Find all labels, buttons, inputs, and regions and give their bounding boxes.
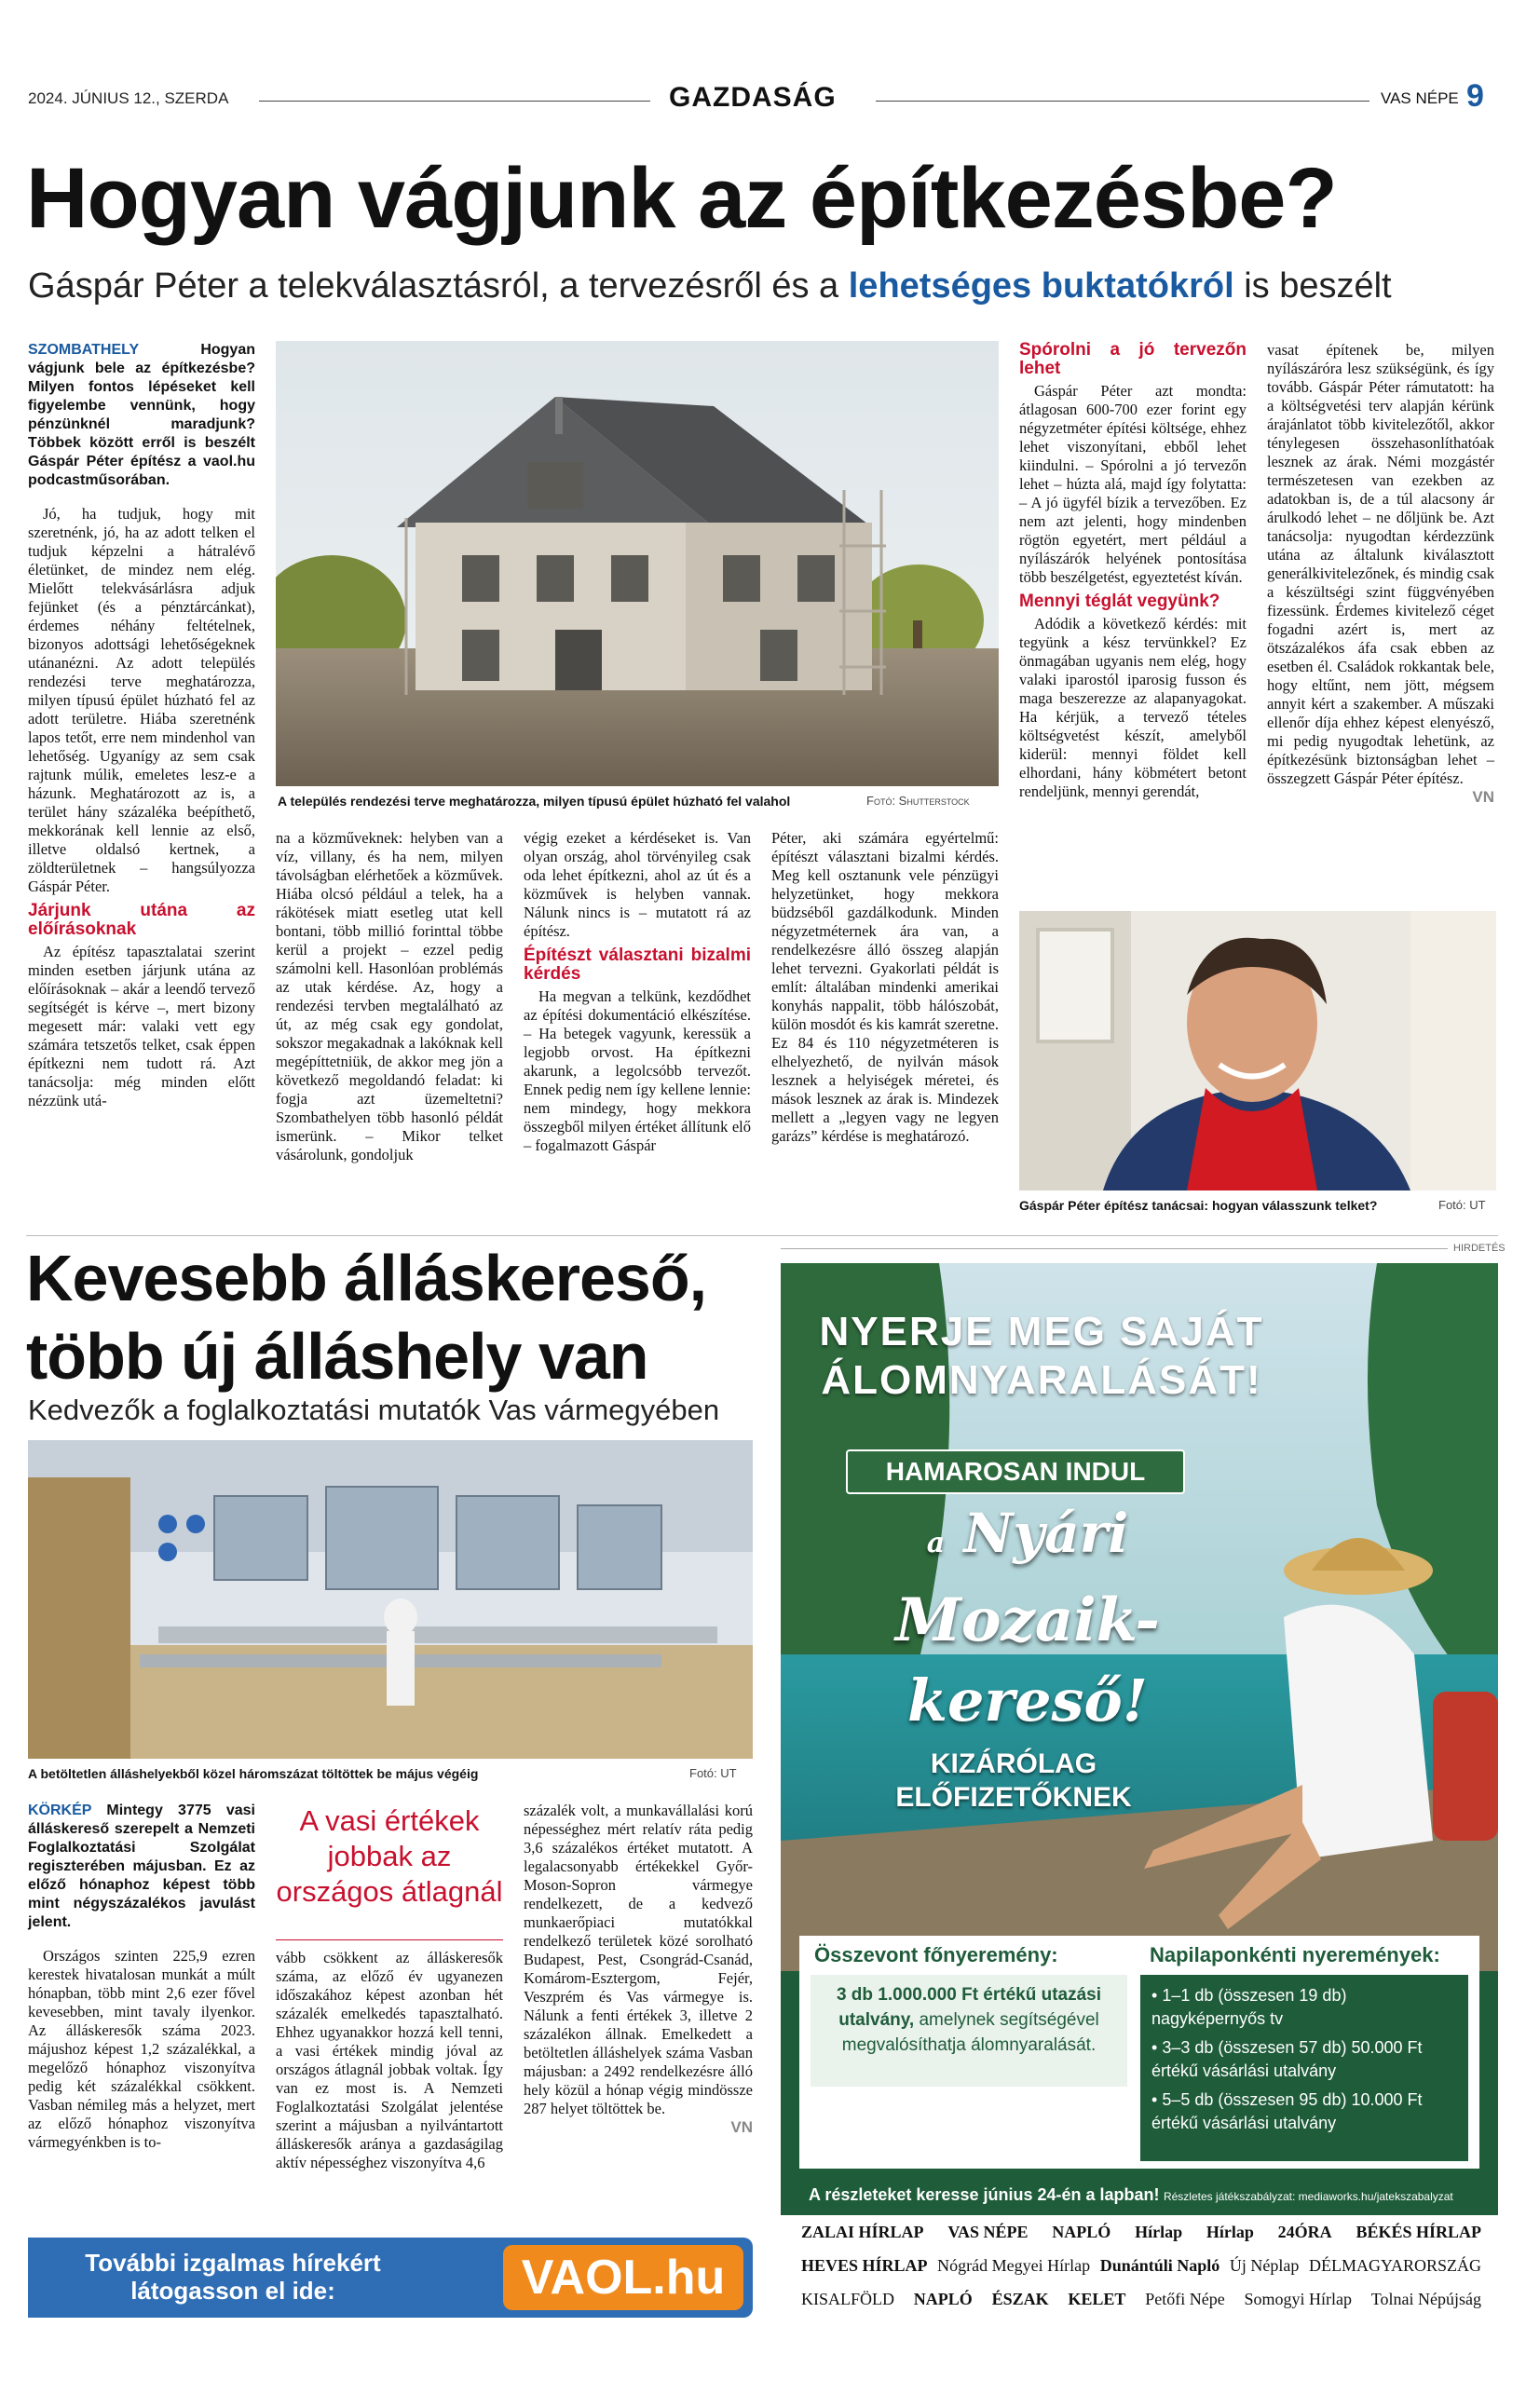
factory-photo-caption: A betöltetlen álláshelyekből közel háromszázat töltöttek be május végéig bbox=[28, 1766, 479, 1781]
article2-lead-text: Mintegy 3775 vasi álláskereső szerepelt a Nemzeti Foglalkoztatási Szolgálat regiszterében májusban. Ez az előző hónaphoz képest több mint négyszázalékos javulást jelent. bbox=[28, 1803, 255, 1930]
ad-footer-small: Részletes játékszabályzat: mediaworks.hu/jatekszabalyzat bbox=[1163, 2190, 1453, 2203]
article2-col1 bbox=[28, 1802, 255, 2152]
article1-col2 bbox=[276, 829, 503, 1164]
article1-col3-body: végig ezeket a kérdéseket is. Van olyan ország, ahol törvényileg csak oda lehet építkezni, ahol az út és a közművek is helyben vannak. Nálunk nincs is – mutatott rá az építész. bbox=[524, 829, 751, 940]
article1-signature: VN bbox=[1472, 788, 1494, 806]
article1-col4-lower bbox=[771, 829, 999, 1146]
paper-logo: Dunántúli Napló bbox=[1099, 2256, 1220, 2275]
factory-illustration bbox=[28, 1440, 753, 1759]
article2-col1-body: Országos szinten 225,9 ezren kerestek hivatalosan munkát a múlt hónapban, több mint 2,6 ezer fővel kevesebben, mint tavaly ilyenkor. Az álláskeresők száma 2023. májushoz képest 1,2 százalékkal, a megelőző hónaphoz viszonyítva pedig két százalékkal csökkent. Vasban némileg más a helyzet, mert az előző hónaphoz viszonyítva vármegyénkben is to- bbox=[28, 1947, 255, 2151]
factory-photo bbox=[28, 1440, 753, 1759]
portrait-illustration bbox=[1019, 911, 1496, 1190]
article2-title-line1: Kevesebb álláskereső, bbox=[26, 1242, 707, 1314]
article2-col2-body: vább csökkent az álláskeresők száma, az előző év ugyanezen időszakához képest azonban hét százalék emelkedés tapasztalható. Ehhez ugyanakkor hozzá kell tenni, a vasi értékek mindig jóval az országos átlagnál jobbak voltak. Így van ez most is. A Nemzeti Foglalkoztatási Szolgálat jelentése szerint a májusban a nyilvántartott álláskeresők aránya a gazdaságilag aktív népességhez viszonyítva 4,6 bbox=[276, 1949, 503, 2171]
ad-script-1: Nyári bbox=[963, 1502, 1129, 1565]
portrait-photo bbox=[1019, 911, 1496, 1190]
article1-col4-body: Péter, aki számára egyértelmű: építészt választani bizalmi kérdés. Meg kell osztanunk vele pénzügyi helyzetünket, hogy mekkora büdzséből gazdálkodunk. Minden négyzetméternek ára van, a rendelkezésre álló összeg alapján lehet tervezni. Gyakorlati példát is említ: általában mindenki amerikai konyhás nappalit, több hálószobát, külön mosdót és kis kamrát szeretne. Ez 84 és 110 négyzetméteren is elhelyezhető, de nyilván mások lesznek a helyiségek méretei, és mások lesznek az árak is. Mindezek mellett a „legyen vagy ne legyen garázs” kérdése is meghatározó. bbox=[771, 829, 999, 1145]
article2-dateline: KÖRKÉP bbox=[28, 1803, 92, 1818]
paper-logo: ÉSZAK bbox=[991, 2290, 1049, 2308]
daily-prize-item: • 1–1 db (összesen 19 db) nagyképernyős tv bbox=[1151, 1986, 1347, 2028]
paper-logo: Hírlap bbox=[1135, 2223, 1183, 2241]
house-illustration bbox=[276, 341, 999, 786]
article1-subhead3: Spórolni a jó tervezőn lehet bbox=[1019, 340, 1247, 378]
vaol-logo[interactable]: VAOL.hu bbox=[503, 2245, 743, 2310]
daily-prize-text-3: 5–5 db (összesen 95 db) 10.000 Ft értékű vásárlási utalvány bbox=[1151, 2090, 1423, 2132]
ad-prize-panel bbox=[799, 1936, 1479, 2169]
article2-title-line2: több új álláshely van bbox=[26, 1320, 648, 1393]
subtitle-highlight: lehetséges buktatókról bbox=[848, 266, 1234, 306]
article2-signature: VN bbox=[730, 2118, 753, 2136]
article1-col3-body2: Ha megvan a telkünk, kezdődhet az építési dokumentáció elkészítése. – Ha betegek vagyunk, keressük a legjobb orvost. Ha építkezni akarunk, a legolcsóbb tervezőt. Ennek pedig nem így kellene lennie: nem mindegy, hogy mekkora összegből milyen értéket állítunk elő – fogalmazott Gáspár bbox=[524, 987, 751, 1154]
article1-lead-text: Hogyan vágjunk bele az építkezésbe? Milyen fontos lépéseket kell figyelembe vennünk, hogy pénzünknél maradjunk? Többek között erről is beszélt Gáspár Péter építész a vaol.hu podcastműsorában. bbox=[28, 342, 255, 488]
daily-prize-item: • 5–5 db (összesen 95 db) 10.000 Ft értékű vásárlási utalvány bbox=[1151, 2090, 1423, 2132]
article2-col2 bbox=[276, 1949, 503, 2172]
paper-logos-row1 bbox=[801, 2223, 1481, 2242]
paper-logo: NAPLÓ bbox=[913, 2290, 973, 2308]
paper-logo: VAS NÉPE bbox=[947, 2223, 1029, 2241]
ad-script-2: Mozaik- bbox=[895, 1585, 1160, 1655]
ad-rule bbox=[781, 1248, 1448, 1249]
subtitle-part1: Gáspár Péter a telekválasztásról, a tervezésről és a bbox=[28, 266, 849, 306]
article2-title bbox=[26, 1239, 706, 1395]
house-photo-credit: Fotó: Shutterstock bbox=[866, 794, 970, 808]
paper-logo: Somogyi Hírlap bbox=[1244, 2290, 1352, 2308]
daily-prize-text-1: 1–1 db (összesen 19 db) nagyképernyős tv bbox=[1151, 1986, 1347, 2028]
article1-col5 bbox=[1267, 341, 1494, 807]
page-number: 9 bbox=[1466, 78, 1484, 114]
promo-text-line1: További izgalmas hírekért bbox=[85, 2249, 381, 2277]
article1-subtitle bbox=[28, 266, 1392, 306]
article1-col2-body: na a közműveknek: helyben van a víz, villany, és ha nem, milyen távolságban elérhetőek a közművek. Hiába olcsó például a telek, ha a rákötések miatt esetleg utat kell bontani, több millió forinttal többe kerül a projekt – ezzel pedig számolni kell. Hasonlóan problémás az utak kérdése. Az, hogy a rendezési tervben megtalálható az út, az még csak egy gondolat, sokszor megakadnak a lakóknak kell megépíttetniük, de akkor meg jön a következő megoldandó feladat: ki fogja azt üzemeltetni? Szombathelyen több hasonló példát ismerünk. – Mikor telket vásárolunk, gondoljuk bbox=[276, 829, 503, 1163]
portrait-credit: Fotó: UT bbox=[1438, 1198, 1486, 1212]
header-rule-left bbox=[259, 101, 650, 102]
article1-col1-body: Jó, ha tudjuk, hogy mit szeretnénk, jó, ha az adott telken el tudjuk képzelni a hátralévő életünket, de mindez nem elég. Mielőtt telekvásárlásra adjuk fejünket (és a pénztárcánkat), érdemes néhány feltételnek, bizonyos adottsági lehetőségeknek utánanézni. Az adott település rendezési terve meghatározza, milyen típusú épület húzható fel az adott területre. Hiába szeretnénk lapos tetőt, erre nem mindenhol van lehetőség. Ugyanígy az sem csak rajtunk múlik, emeletes lesz-e a házunk. Meghatározott az is, a terület hány százaléka beépíthető, mekkorának kell lennie az első, illetve oldalsó kertnek, a zöldterületnek – hangsúlyozza Gáspár Péter. bbox=[28, 505, 255, 895]
ad-headline: NYERJE MEG SAJÁT ÁLOMNYARALÁSÁT! bbox=[819, 1309, 1264, 1403]
ad-script-3: kereső! bbox=[907, 1667, 1148, 1735]
paper-logo: Új Néplap bbox=[1229, 2256, 1300, 2275]
article1-dateline: SZOMBATHELY bbox=[28, 342, 139, 358]
ad-script-title bbox=[809, 1496, 1247, 1741]
article1-col1-body2: Az építész tapasztalatai szerint minden esetben járjunk utána az előírásoknak – akár a leendő tervező segítségét is kérve –, mert bizony megesett már: valaki vett egy számára tetszetős telket, csak éppen építkezni nem tudott rá. Azt tanácsolja: még minden előtt nézzünk utá- bbox=[28, 943, 255, 1109]
grand-prize-bold: 3 db 1.000.000 Ft értékű utazási utalvány, bbox=[836, 1985, 1102, 2030]
house-photo-caption: A település rendezési terve meghatározza, milyen típusú épület húzható fel valahol bbox=[278, 794, 791, 809]
article1-title: Hogyan vágjunk az építkezésbe? bbox=[26, 151, 1337, 246]
subtitle-part2: is beszélt bbox=[1233, 266, 1392, 306]
daily-prize-text-2: 3–3 db (összesen 57 db) 50.000 Ft értékű vásárlási utalvány bbox=[1151, 2038, 1423, 2080]
paper-logo: Tolnai Népújság bbox=[1370, 2290, 1481, 2308]
article1-col4-top-body2: Adódik a következő kérdés: mit tegyünk a kész tervünkkel? Ez önmagában ugyanis nem elég, hogy valaki iparostól iparosig fusson és maga beszerezze az alapanyagokat. Ha kérjük, a tervező tételes költségvetést készít, amelyből kiderül: mennyi földet kell elhordani, hány köbmétert betont rendeljünk, mennyi gerendát, bbox=[1019, 615, 1247, 800]
header-paper-name: VAS NÉPE bbox=[1381, 89, 1459, 107]
paper-logos-row2 bbox=[801, 2256, 1481, 2276]
ad-paper-logos bbox=[781, 2215, 1498, 2321]
article2-lead bbox=[28, 1802, 255, 1932]
grand-prize-text bbox=[822, 1982, 1116, 2058]
article1-col1 bbox=[28, 341, 255, 1110]
paper-logo: Nógrád Megyei Hírlap bbox=[937, 2256, 1091, 2275]
paper-logo: DÉLMAGYARORSZÁG bbox=[1308, 2256, 1481, 2275]
advertisement[interactable] bbox=[781, 1263, 1498, 2321]
paper-logo: 24ÓRA bbox=[1277, 2223, 1332, 2241]
ad-exclusive-1: KIZÁRÓLAG bbox=[930, 1748, 1097, 1779]
section-divider bbox=[26, 1235, 1498, 1236]
portrait-caption: Gáspár Péter építész tanácsai: hogyan válasszunk telket? bbox=[1019, 1198, 1378, 1213]
article1-col5-body: vasat építenek be, milyen nyílászáróra lesz szükségünk, és így tovább. Gáspár Péter rámutatott: ha a költségvetési terv alapján kérünk árajánlatot több kivitelezőtől, akkor ténylegesen összehasonlíthatóak lesznek az árak. Némi mozgástér természetesen van ezekben az adatokban is, de a túl alacsony ár árulkodó lehet – ne dőljünk be. Azt tanácsolja: nyugodtan kérdezzünk utána az általunk kiválasztott generálkivitelezőnek, és mindig csak a készültségi szint függvényében fizessünk. Érdemes kivitelező céget fogadni azért is, mert az ötszázalékos áfa csak ebben az esetben él. Családok rokkantak bele, hogy eltűnt, nem jött, mégsem annyit kért a szakember. A műszaki ellenőr díja ehhez képest elenyésző, mi pedig nyugodtak lehetünk, az építkezésünk biztonságban lehet – összegzett Gáspár Péter építész. bbox=[1267, 341, 1494, 787]
section-title: GAZDASÁG bbox=[669, 82, 837, 113]
article1-col4-upper bbox=[1019, 341, 1247, 801]
grand-prize-title: Összevont főnyeremény: bbox=[814, 1943, 1058, 1966]
paper-logo: Hírlap bbox=[1206, 2223, 1254, 2241]
paper-logo: NAPLÓ bbox=[1052, 2223, 1111, 2241]
daily-prizes-list bbox=[1140, 1975, 1468, 2161]
factory-photo-credit: Fotó: UT bbox=[689, 1766, 737, 1780]
article1-subhead4: Mennyi téglát vegyünk? bbox=[1019, 592, 1220, 611]
pullquote-rule bbox=[276, 1939, 503, 1940]
article1-lead bbox=[28, 341, 255, 490]
vaol-promo-banner[interactable] bbox=[28, 2238, 753, 2318]
promo-text-line2: látogasson el ide: bbox=[130, 2277, 335, 2305]
paper-logo: HEVES HÍRLAP bbox=[801, 2256, 928, 2275]
article1-subhead2: Építészt választani bizalmi kérdés bbox=[524, 946, 751, 984]
paper-logo: Petőfi Népe bbox=[1145, 2290, 1225, 2308]
paper-logos-row3 bbox=[801, 2290, 1481, 2309]
ad-label: HIRDETÉS bbox=[1453, 1243, 1506, 1254]
ad-ribbon: HAMAROSAN INDUL bbox=[846, 1449, 1185, 1494]
article2-col3 bbox=[524, 1802, 753, 2137]
ad-script-a: a bbox=[926, 1527, 946, 1559]
ad-exclusive bbox=[855, 1748, 1172, 1815]
paper-logo: KISALFÖLD bbox=[801, 2290, 895, 2308]
article2-pullquote: A vasi értékek jobbak az országos átlagnál bbox=[276, 1804, 503, 1908]
article2-subtitle: Kedvezők a foglalkoztatási mutatók Vas vármegyében bbox=[28, 1394, 720, 1426]
ad-footer-line bbox=[809, 2185, 1479, 2205]
header-date: 2024. JÚNIUS 12., SZERDA bbox=[28, 89, 229, 107]
article1-col4-top-body: Gáspár Péter azt mondta: átlagosan 600-700 ezer forint egy négyzetméter építési költsége, ehhez lehet viszonyítani, ebből lehet kiindulni. – Spórolni a jó tervezőn lehet – húzta alá, majd így folytatta: – A jó ügyfél bízik a tervezőben. Ez nem azt jelenti, hogy mindenben rögtön egyetért, mert például a nyílászárók helyének pontosítása több beszélgetést, egyeztetést kíván. bbox=[1019, 382, 1247, 586]
promo-text bbox=[28, 2249, 438, 2305]
house-photo bbox=[276, 341, 999, 786]
paper-logo: ZALAI HÍRLAP bbox=[801, 2223, 924, 2241]
article2-col3-body: százalék volt, a munkavállalási korú népességhez mért relatív ráta pedig 3,6 százalékos értéket mutatott. A legalacsonyabb értékekkel Győr-Moson-Sopron vármegye rendelkezett, de a kedvező munkaerőpiaci mutatókkal rendelkező területek közé sorolható Budapest, Pest, Csongrád-Csanád, Komárom-Esztergom, Fejér, Veszprém és Vas vármegye is. Nálunk a fenti értékek 3, illetve 2 százalékon állnak. Emelkedett a betöltetlen álláshelyek száma Vasban májusban: a 2492 rendelkezésre álló hely közül a hónap végig mindössze 287 helyet töltöttek be. bbox=[524, 1802, 753, 2117]
ad-exclusive-2: ELŐFIZETŐKNEK bbox=[895, 1782, 1132, 1813]
header-rule-right bbox=[876, 101, 1369, 102]
article1-subhead1: Járjunk utána az előírásoknak bbox=[28, 901, 255, 939]
daily-prize-item: • 3–3 db (összesen 57 db) 50.000 Ft értékű vásárlási utalvány bbox=[1151, 2038, 1423, 2080]
paper-logo: BÉKÉS HÍRLAP bbox=[1356, 2223, 1481, 2241]
article1-col3 bbox=[524, 829, 751, 1155]
paper-logo: KELET bbox=[1068, 2290, 1126, 2308]
daily-prizes-title: Napilaponkénti nyeremények: bbox=[1150, 1943, 1440, 1966]
ad-footer-bold: A részleteket keresse június 24-én a lapban! bbox=[809, 2185, 1160, 2204]
grand-prize-rest: amelynek segítségével megvalósíthatja álomnyaralását. bbox=[841, 2010, 1099, 2055]
